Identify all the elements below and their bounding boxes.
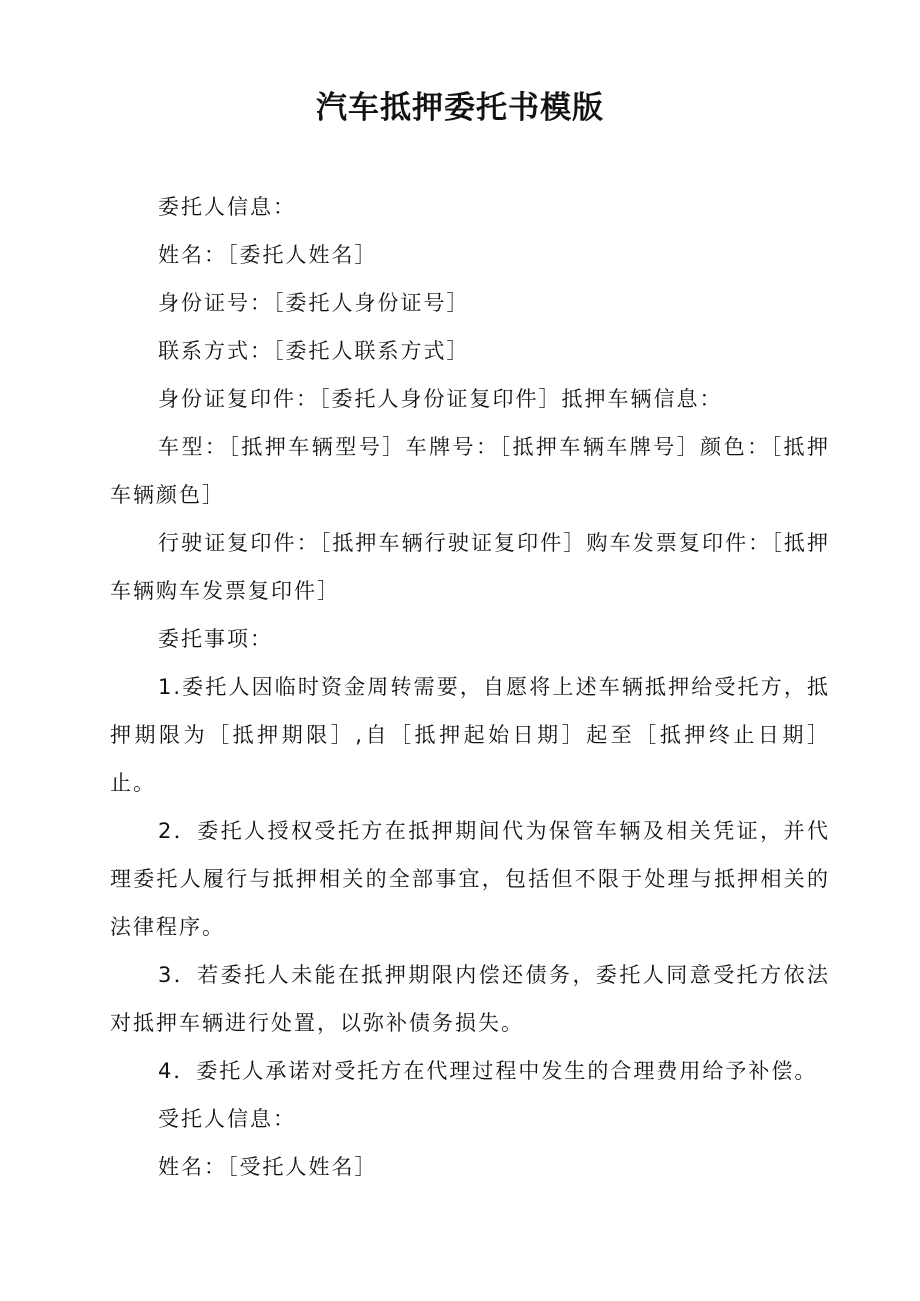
- paragraph-matter-2: 2．委托人授权受托方在抵押期间代为保管车辆及相关凭证，并代理委托人履行与抵押相关的全部事宜，包括但不限于处理与抵押相关的法律程序。: [110, 819, 830, 939]
- paragraph-agent-name: 姓名：［受托人姓名］: [158, 1155, 378, 1179]
- paragraph-principal-id-number: 身份证号：［委托人身份证号］: [158, 291, 470, 315]
- paragraph-matter-1: 1.委托人因临时资金周转需要，自愿将上述车辆抵押给受托方，抵押期限为［抵押期限］,自［抵押起始日期］起至［抵押终止日期］止。: [110, 675, 830, 795]
- paragraph-matter-3: 3．若委托人未能在抵押期限内偿还债务，委托人同意受托方依法对抵押车辆进行处置，以弥补债务损失。: [110, 963, 830, 1035]
- paragraph-id-copy-and-vehicle-heading: 身份证复印件：［委托人身份证复印件］抵押车辆信息：: [158, 387, 723, 411]
- document-title: 汽车抵押委托书模版: [316, 90, 604, 126]
- document-body: [110, 183, 830, 1191]
- paragraph-principal-name: 姓名：［委托人姓名］: [158, 243, 378, 267]
- paragraph-matters-heading: 委托事项：: [158, 627, 273, 651]
- paragraph-vehicle-model-plate-color: 车型：［抵押车辆型号］车牌号：［抵押车辆车牌号］颜色：［抵押车辆颜色］: [110, 435, 830, 507]
- paragraph-principal-info-heading: 委托人信息：: [158, 195, 296, 219]
- paragraph-license-and-invoice-copy: 行驶证复印件：［抵押车辆行驶证复印件］购车发票复印件：［抵押车辆购车发票复印件］: [110, 531, 830, 603]
- paragraph-matter-4: 4．委托人承诺对受托方在代理过程中发生的合理费用给予补偿。: [158, 1059, 818, 1083]
- paragraph-principal-contact: 联系方式：［委托人联系方式］: [158, 339, 470, 363]
- paragraph-agent-info-heading: 受托人信息：: [158, 1107, 296, 1131]
